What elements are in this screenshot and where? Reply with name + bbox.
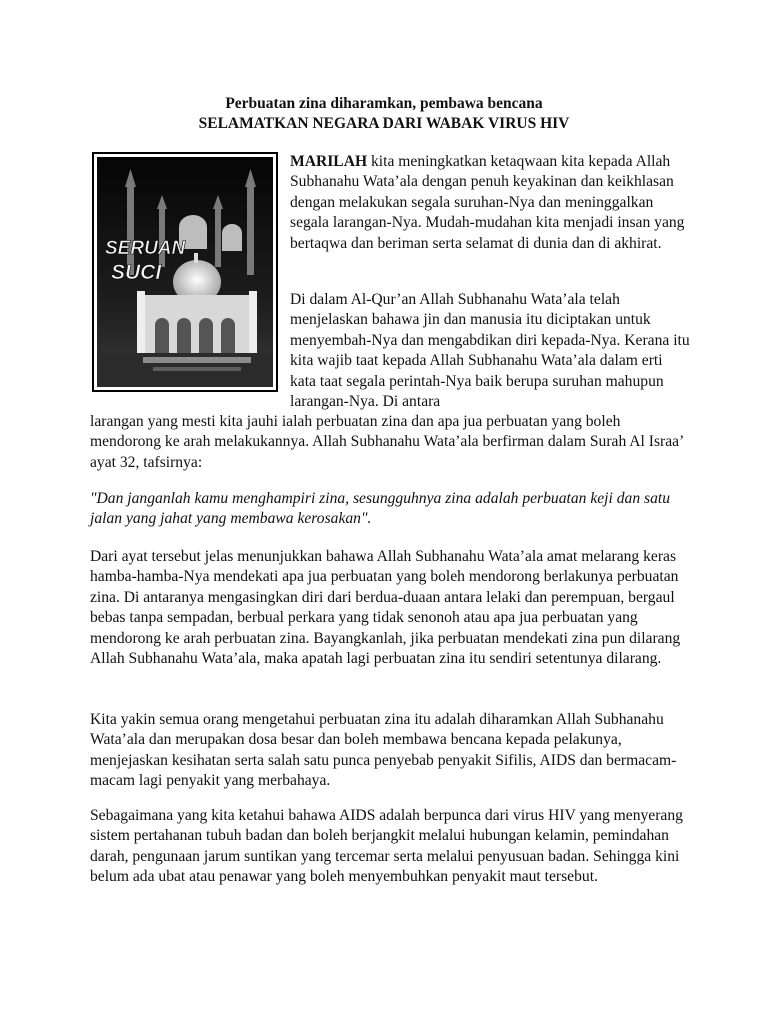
mosque-icon [97, 157, 273, 387]
paragraph-aids: Sebagaimana yang kita ketahui bahawa AIDS adalah berpunca dari virus HIV yang menyerang sistem pertahanan tubuh badan dan boleh berjangkit melalui hubungan kelamin, pemindahan darah, pengunaan jarum suntikan yang tercemar serta melalui penyusuan badan. Sehingga kini belum ada ubat atau penawar yang boleh menyembuhkan penyakit maut tersebut. [90, 807, 683, 886]
page-headline: SELAMATKAN NEGARA DARI WABAK VIRUS HIV [198, 115, 570, 132]
page-title: Perbuatan zina diharamkan, pembawa bencana [225, 95, 543, 112]
paragraph-intro [290, 152, 690, 254]
paragraph-quran-continued: larangan yang mesti kita jauhi ialah perbuatan zina dan apa jua perbuatan yang boleh mendorong ke arah melakukannya. Allah Subhanahu Wata’ala berfirman dalam Surah Al Israa’ ayat 32, tafsirnya: [90, 413, 684, 471]
paragraph-consequences: Kita yakin semua orang mengetahui perbuatan zina itu adalah diharamkan Allah Subhanahu Wata’ala dan merupakan dosa besar dan boleh membawa bencana kepada pelakunya, menjejaskan kesihatan serta salah satu punca penyebab penyakit Sifilis, AIDS dan bermacam-macam lagi penyakit yang merbahaya. [90, 711, 677, 790]
figure-caption-line1: SERUAN [105, 238, 186, 259]
paragraph-quran: Di dalam Al-Qur’an Allah Subhanahu Wata’ala telah menjelaskan bahawa jin dan manusia itu diciptakan untuk menyembah-Nya dan mengabdikan diri kepada-Nya. Kerana itu kita wajib taat kepada Allah Subhanahu Wata’ala dalam erti kata taat segala perintah-Nya baik berupa suruhan mahupun larangan-Nya. Di antara [290, 291, 690, 411]
figure-caption-line2: SUCI [111, 261, 162, 284]
paragraph-lead-word: MARILAH [290, 153, 368, 170]
paragraph-intro-text: kita meningkatkan ketaqwaan kita kepada Allah Subhanahu Wata’ala dengan penuh keyakinan dan keikhlasan dengan melakukan segala suruhan-Nya dan meninggalkan segala larangan-Nya. Mudah-mudahan kita menjadi insan yang bertaqwa dan beriman serta selamat di dunia dan di akhirat. [290, 153, 685, 252]
mosque-illustration [92, 152, 278, 392]
quran-quote: "Dan janganlah kamu menghampiri zina, sesungguhnya zina adalah perbuatan keji dan satu jalan yang jahat yang membawa kerosakan". [90, 490, 671, 528]
paragraph-explanation: Dari ayat tersebut jelas menunjukkan bahawa Allah Subhanahu Wata’ala amat melarang keras hamba-hamba-Nya mendekati apa jua perbuatan yang boleh mendorong berlakunya perbuatan zina. Di antaranya mengasingkan diri dari berdua-duaan antara lelaki dan perempuan, bergaul bebas tanpa sempadan, berbual perkara yang tidak senonoh atau apa jua perbuatan yang mendorong ke arah perbuatan zina. Bayangkanlah, jika perbuatan mendekati zina pun dilarang Allah Subhanahu Wata’ala, maka apatah lagi perbuatan zina itu sendiri setentunya dilarang. [90, 548, 681, 668]
